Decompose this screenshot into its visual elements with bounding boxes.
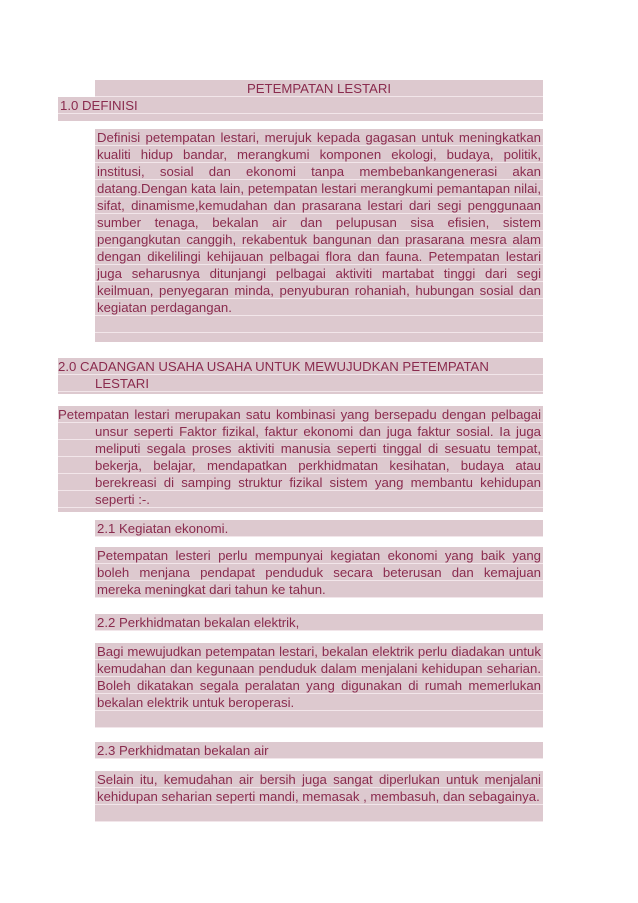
item-2-2-text: Bagi mewujudkan petempatan lestari, bekalan elektrik perlu diadakan untuk kemudahan dan kegunaan penduduk dalam menjalani kehidupan seharian. Boleh dikatakan segala peralatan yang digunakan di rumah memerlukan bekalan elektrik untuk beroperasi. bbox=[95, 643, 543, 728]
item-2-3-heading: 2.3 Perkhidmatan bekalan air bbox=[95, 742, 543, 759]
item-2-3-text: Selain itu, kemudahan air bersih juga sangat diperlukan untuk menjalani kehidupan seharian seperti mandi, memasak , membasuh, dan sebagainya. bbox=[95, 771, 543, 822]
item-2-1-text: Petempatan lesteri perlu mempunyai kegiatan ekonomi yang baik yang boleh menjana pendapat penduduk secara beterusan dan kemajuan mereka meningkat dari tahun ke tahun. bbox=[97, 548, 541, 597]
document-title: PETEMPATAN LESTARI bbox=[95, 80, 543, 97]
item-2-1-heading: 2.1 Kegiatan ekonomi. bbox=[95, 520, 543, 537]
section-1-paragraph: Definisi petempatan lestari, merujuk kepada gagasan untuk meningkatkan kualiti hidup bandar, merangkumi komponen ekologi, budaya, politik, institusi, sosial dan ekonomi tanpa membebankangenerasi akan datang.Dengan kata lain, petempatan lestari merangkumi pemantapan nilai, sifat, dinamisme,kemudahan dan prasarana lestari dari segi penggunaan sumber tenaga, bekalan air dan pelupusan sisa efisien, sistem pengangkutan canggih, rekabentuk bangunan dan prasarana mesra alam dengan dikelilingi kehijauan pelbagai flora dan fauna. Petempatan lestari juga seharusnya ditunjangi pelbagai aktiviti martabat tinggi dari segi keilmuan, penyegaran minda, penyuburan rohaniah, hubungan sosial dan kegiatan perdagangan. bbox=[95, 129, 543, 342]
section-2-paragraph: Petempatan lestari merupakan satu kombinasi yang bersepadu dengan pelbagai unsur seperti Faktor fizikal, faktur ekonomi dan juga faktur sosial. Ia juga meliputi segala proses aktiviti manusia seperti tinggal di sesuatu tempat, bekerja, belajar, mendapatkan perkhidmatan kesihatan, budaya atau berekreasi di samping struktur fizikal sistem yang membantu kehidupan seperti :-. bbox=[58, 406, 543, 512]
section-2-heading: 2.0 CADANGAN USAHA USAHA UNTUK MEWUJUDKAN PETEMPATAN LESTARI bbox=[58, 358, 543, 394]
section-1-heading: 1.0 DEFINISI bbox=[58, 97, 543, 121]
item-2-2-heading: 2.2 Perkhidmatan bekalan elektrik, bbox=[95, 614, 543, 631]
